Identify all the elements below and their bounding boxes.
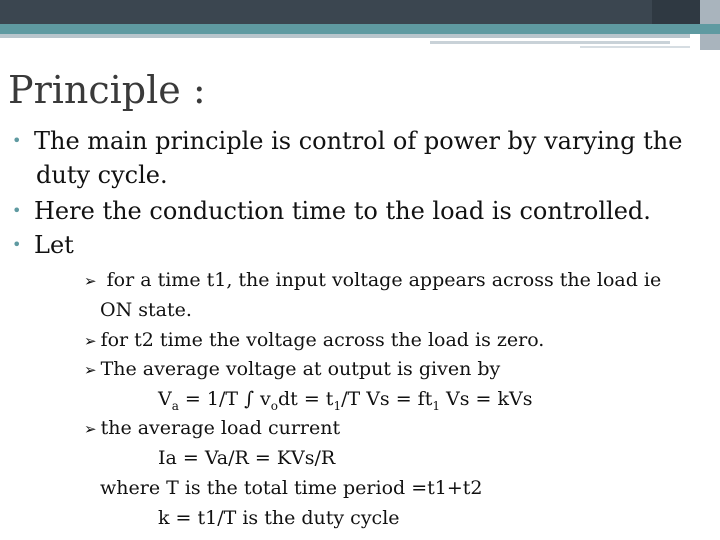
header-bar-dark: [0, 0, 720, 24]
header-bar-dark-accent: [652, 0, 702, 24]
bullet-text: Let: [34, 231, 74, 259]
header-line-2: [430, 41, 670, 44]
formula-ia: Ia = Va/R = KVs/R: [158, 447, 336, 469]
header-line-1: [0, 34, 690, 38]
bullet-icon: •: [12, 131, 22, 150]
bullet-icon: •: [12, 235, 22, 254]
formula-va: $V_a = 1/T$ ∫ $v_odt = t_1/T$ $Vs = ft_1$ Vs = kVs: [158, 388, 533, 413]
bullet-text: duty cycle.: [36, 161, 168, 189]
sub-bullet-text: the average load current: [100, 417, 341, 439]
sub-bullet-text: The average voltage at output is given by: [100, 358, 501, 380]
sub-bullet-item: [84, 328, 544, 353]
header-line-3: [580, 46, 690, 48]
bullet-text: The main principle is control of power by varying the: [34, 127, 683, 155]
bullet-icon: •: [12, 201, 22, 220]
bullet-item: [12, 196, 651, 226]
arrow-bullet-icon: ➢: [84, 272, 97, 290]
bullet-text: Here the conduction time to the load is controlled.: [34, 197, 651, 225]
where-line: where T is the total time period =t1+t2: [100, 477, 483, 499]
sub-bullet-text: for a time t1, the input voltage appears across the load ie: [106, 269, 662, 291]
bullet-item: [12, 126, 682, 156]
sub-bullet-item: [84, 416, 340, 441]
slide-title: Principle :: [8, 68, 206, 112]
arrow-bullet-icon: ➢: [84, 361, 97, 379]
sub-bullet-text: for t2 time the voltage across the load is zero.: [100, 329, 545, 351]
duty-cycle-line: k = t1/T is the duty cycle: [158, 507, 400, 529]
sub-bullet-text: ON state.: [100, 299, 192, 321]
arrow-bullet-icon: ➢: [84, 332, 97, 350]
header-bar-teal: [0, 24, 720, 34]
arrow-bullet-icon: ➢: [84, 420, 97, 438]
sub-bullet-item: [84, 268, 661, 293]
sub-bullet-continuation: [100, 298, 192, 322]
sub-bullet-item: [84, 357, 500, 382]
bullet-item: [12, 230, 74, 260]
bullet-continuation: [36, 160, 168, 190]
